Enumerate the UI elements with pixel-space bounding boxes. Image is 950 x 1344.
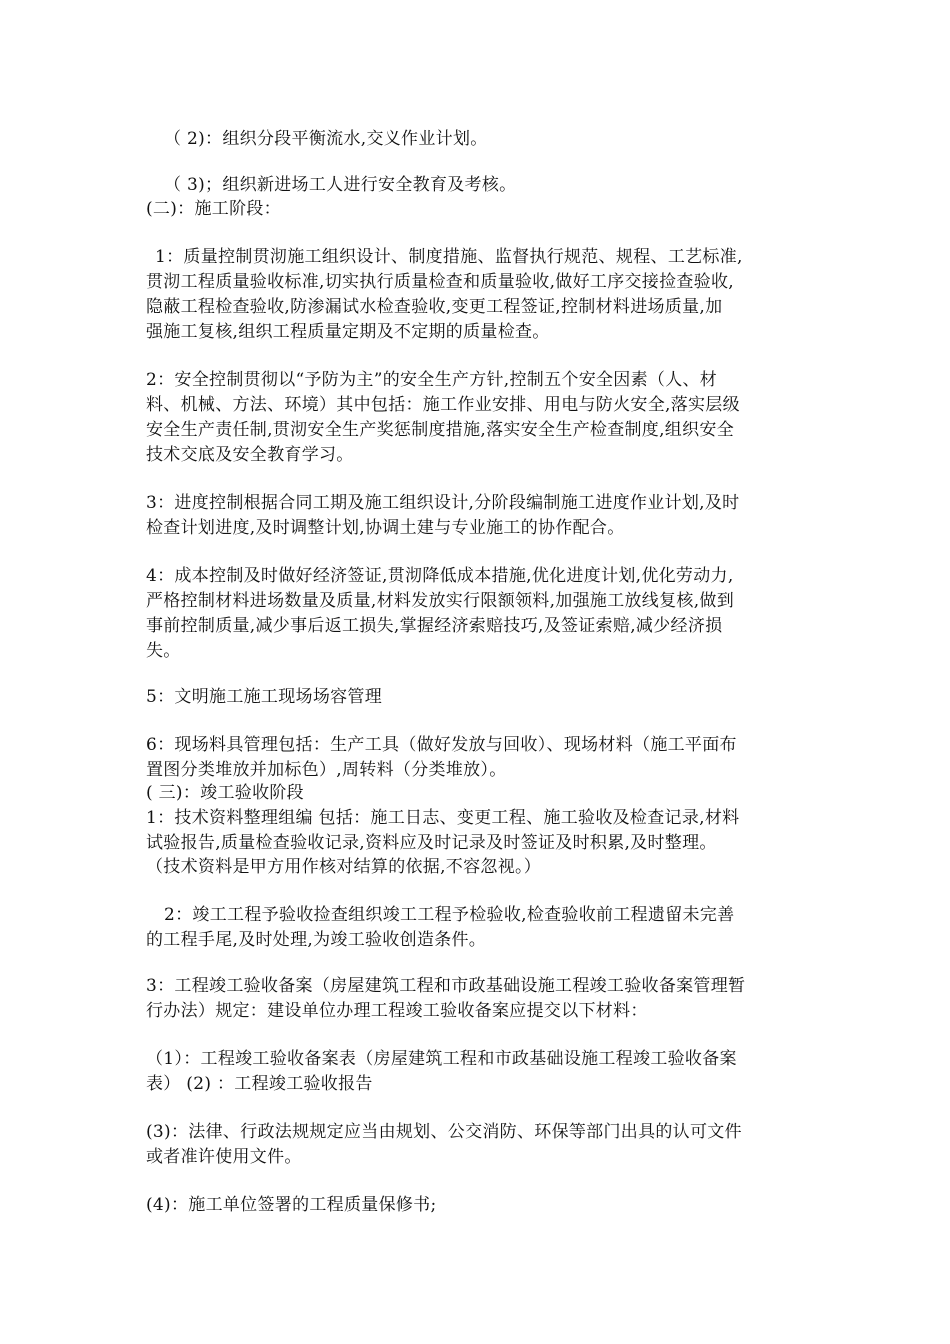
text-line: 贯沏工程质量验收标准,切实执行质量检查和质量验收,做好工序交接捡查验收, — [146, 272, 735, 292]
text-line: 检查计划进度,及时调整计划,协调土建与专业施工的协作配合。 — [146, 518, 625, 538]
text-line: 料、机械、方法、环境）其中包括：施工作业安排、用电与防火安全,落实层级 — [146, 395, 740, 415]
text-line: 隐蔽工程检查验收,防渗漏试水检查验收,变更工程签证,控制材料进场质量,加 — [146, 297, 723, 317]
text-line: 的工程手尾,及时处理,为竣工验收创造条件。 — [146, 930, 487, 950]
text-line: 安全生产责任制,贯沏安全生产奖惩制度措施,落实安全生产检查制度,组织安全 — [146, 420, 735, 440]
text-line: 4：成本控制及时做好经济签证,贯沏降低成本措施,优化进度计划,优化劳动力, — [146, 566, 734, 586]
text-line: 3：进度控制根据合同工期及施工组织设计,分阶段编制施工进度作业计划,及时 — [146, 493, 740, 513]
text-line: (3)：法律、行政法规规定应当由规划、公交消防、环保等部门出具的认可文件 — [146, 1122, 742, 1142]
section-heading: ( 三)：竣工验收阶段 — [146, 783, 304, 803]
text-line: 表） (2) ：工程竣工验收报告 — [146, 1074, 373, 1094]
text-line: 严格控制材料进场数量及质量,材料发放实行限额领料,加强施工放线复核,做到 — [146, 591, 735, 611]
text-line: 失。 — [146, 641, 181, 661]
text-line: 强施工复核,组织工程质量定期及不定期的质量检查。 — [146, 322, 550, 342]
text-line: 行办法）规定：建设单位办理工程竣工验收备案应提交以下材料： — [146, 1001, 648, 1021]
text-line: 1：质量控制贯沏施工组织设计、制度措施、监督执行规范、规程、工艺标准, — [155, 247, 743, 267]
text-line: （ 2)：组织分段平衡流水,交义作业计划。 — [164, 129, 488, 149]
text-line: 6：现场料具管理包括：生产工具（做好发放与回收）、现场材料（施工平面布 — [146, 735, 737, 755]
text-line: 2：竣工工程予验收捡查组织竣工工程予检验收,检查验收前工程遗留未完善 — [164, 905, 735, 925]
text-line: 2：安全控制贯彻以“予防为主”的安全生产方针,控制五个安全因素（人、材 — [146, 370, 718, 390]
text-line: 5：文明施工施工现场场容管理 — [146, 687, 383, 707]
text-line: 技术交底及安全教育学习。 — [146, 445, 354, 465]
text-line: 置图分类堆放并加标色）,周转料（分类堆放）。 — [146, 760, 507, 780]
text-line: （1）：工程竣工验收备案表（房屋建筑工程和市政基础设施工程竣工验收备案 — [146, 1049, 737, 1069]
text-line: 1：技术资料整理组编 包括：施工日志、变更工程、施工验收及检查记录,材料 — [146, 808, 740, 828]
text-line: 试验报告,质量检查验收记录,资料应及时记录及时签证及时积累,及时整理。 — [146, 833, 717, 853]
text-line: 或者准许使用文件。 — [146, 1147, 302, 1167]
text-line: （技术资料是甲方用作核对结算的依据,不容忽视。） — [146, 857, 542, 877]
text-line: (4)：施工单位签署的工程质量保修书; — [146, 1195, 437, 1215]
text-line: 事前控制质量,减少事后返工损失,掌握经济索赔技巧,及签证索赔,减少经济损 — [146, 616, 723, 636]
text-line: 3：工程竣工验收备案（房屋建筑工程和市政基础设施工程竣工验收备案管理暂 — [146, 976, 746, 996]
text-line: （ 3)；组织新进场工人进行安全教育及考核。 — [164, 175, 517, 195]
section-heading: (二)：施工阶段： — [146, 199, 281, 219]
